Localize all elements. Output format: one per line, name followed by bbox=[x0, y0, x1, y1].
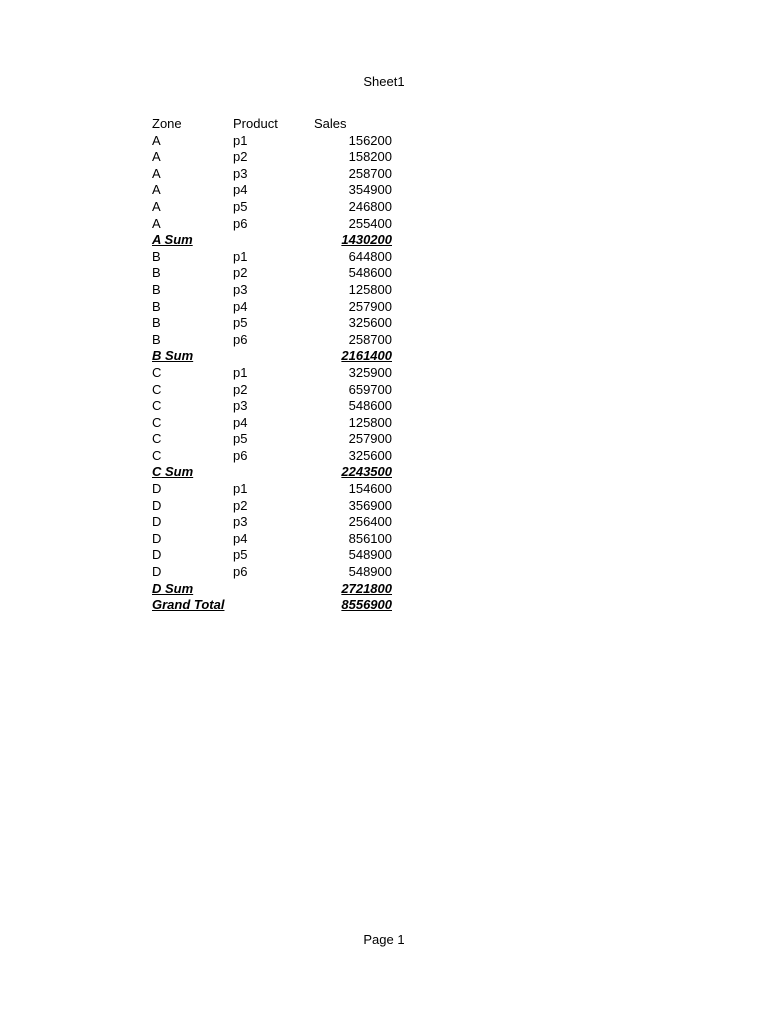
zone-cell: B bbox=[152, 281, 161, 297]
sales-cell: 548600 bbox=[348, 265, 392, 281]
table-body bbox=[152, 133, 392, 614]
zone-cell: A bbox=[152, 215, 161, 231]
product-cell: p1 bbox=[233, 364, 248, 380]
subtotal-row bbox=[152, 348, 392, 365]
sales-cell: 154600 bbox=[348, 481, 392, 497]
zone-cell: C bbox=[152, 398, 162, 414]
sales-cell: 257900 bbox=[348, 431, 392, 447]
table-row bbox=[152, 448, 392, 465]
product-cell bbox=[233, 581, 314, 598]
product-cell: p4 bbox=[233, 414, 248, 430]
zone-cell: D bbox=[152, 530, 162, 546]
sales-cell: 156200 bbox=[348, 132, 392, 148]
product-cell: p2 bbox=[233, 265, 248, 281]
zone-cell: D bbox=[152, 564, 162, 580]
column-header-sales: Sales bbox=[314, 116, 347, 131]
table-row bbox=[152, 199, 392, 216]
product-cell bbox=[233, 348, 314, 365]
product-cell: p3 bbox=[233, 398, 248, 414]
page-number: Page 1 bbox=[363, 932, 405, 947]
sales-cell: 246800 bbox=[348, 198, 392, 214]
zone-cell: A bbox=[152, 198, 161, 214]
product-cell: p5 bbox=[233, 198, 248, 214]
table-row bbox=[152, 166, 392, 183]
product-cell: p3 bbox=[233, 514, 248, 530]
table-row bbox=[152, 249, 392, 266]
sales-cell: 325900 bbox=[348, 364, 392, 380]
zone-cell: D bbox=[152, 481, 162, 497]
zone-cell: Grand Total bbox=[152, 597, 225, 613]
table-row bbox=[152, 315, 392, 332]
sales-cell: 644800 bbox=[348, 248, 392, 264]
table-row bbox=[152, 265, 392, 282]
table-row bbox=[152, 216, 392, 233]
zone-cell: D bbox=[152, 547, 162, 563]
zone-cell: B bbox=[152, 248, 161, 264]
product-cell: p6 bbox=[233, 447, 248, 463]
sales-cell: 2243500 bbox=[341, 464, 392, 480]
zone-cell: B bbox=[152, 265, 161, 281]
sales-cell: 258700 bbox=[348, 331, 392, 347]
product-cell: p2 bbox=[233, 381, 248, 397]
sales-cell: 548600 bbox=[348, 398, 392, 414]
product-cell: p5 bbox=[233, 315, 248, 331]
zone-cell: A bbox=[152, 182, 161, 198]
zone-cell: A bbox=[152, 132, 161, 148]
table-row bbox=[152, 564, 392, 581]
product-cell: p3 bbox=[233, 165, 248, 181]
product-cell: p6 bbox=[233, 331, 248, 347]
sales-cell: 125800 bbox=[348, 281, 392, 297]
table-row bbox=[152, 332, 392, 349]
table-row bbox=[152, 299, 392, 316]
table-row bbox=[152, 398, 392, 415]
sales-cell: 258700 bbox=[348, 165, 392, 181]
table-row bbox=[152, 149, 392, 166]
zone-cell: B bbox=[152, 315, 161, 331]
table-row bbox=[152, 365, 392, 382]
column-header-product: Product bbox=[233, 116, 278, 131]
product-cell: p1 bbox=[233, 481, 248, 497]
product-cell: p1 bbox=[233, 248, 248, 264]
zone-cell: B bbox=[152, 298, 161, 314]
table-row bbox=[152, 431, 392, 448]
sales-cell: 659700 bbox=[348, 381, 392, 397]
sales-cell: 8556900 bbox=[341, 597, 392, 613]
sales-cell: 125800 bbox=[348, 414, 392, 430]
zone-cell: D Sum bbox=[152, 580, 194, 596]
product-cell: p6 bbox=[233, 215, 248, 231]
table-row bbox=[152, 382, 392, 399]
zone-cell: D bbox=[152, 514, 162, 530]
table-row bbox=[152, 498, 392, 515]
zone-cell: C bbox=[152, 447, 162, 463]
subtotal-row bbox=[152, 232, 392, 249]
product-cell: p2 bbox=[233, 497, 248, 513]
sales-cell: 2161400 bbox=[341, 348, 392, 364]
sales-cell: 325600 bbox=[348, 315, 392, 331]
sales-cell: 255400 bbox=[348, 215, 392, 231]
sales-cell: 256400 bbox=[348, 514, 392, 530]
product-cell: p3 bbox=[233, 281, 248, 297]
sales-cell: 325600 bbox=[348, 447, 392, 463]
table-header-row bbox=[152, 116, 392, 133]
sales-cell: 354900 bbox=[348, 182, 392, 198]
zone-cell: C bbox=[152, 364, 162, 380]
product-cell: p2 bbox=[233, 149, 248, 165]
product-cell: p4 bbox=[233, 530, 248, 546]
zone-cell: C bbox=[152, 431, 162, 447]
product-cell: p1 bbox=[233, 132, 248, 148]
grand-total-row bbox=[152, 597, 392, 614]
sales-cell: 356900 bbox=[348, 497, 392, 513]
table-row bbox=[152, 415, 392, 432]
product-cell: p5 bbox=[233, 547, 248, 563]
zone-cell: A Sum bbox=[152, 232, 193, 248]
zone-cell: A bbox=[152, 165, 161, 181]
table-row bbox=[152, 282, 392, 299]
zone-cell: B Sum bbox=[152, 348, 194, 364]
zone-cell: C bbox=[152, 414, 162, 430]
sheet-title: Sheet1 bbox=[363, 74, 405, 89]
product-cell: p4 bbox=[233, 298, 248, 314]
zone-cell: B bbox=[152, 331, 161, 347]
zone-cell: C Sum bbox=[152, 464, 194, 480]
product-cell bbox=[233, 232, 314, 249]
sales-cell: 1430200 bbox=[341, 232, 392, 248]
zone-cell: D bbox=[152, 497, 162, 513]
table-row bbox=[152, 133, 392, 150]
sales-cell: 2721800 bbox=[341, 580, 392, 596]
table-row bbox=[152, 182, 392, 199]
sales-cell: 158200 bbox=[348, 149, 392, 165]
product-cell bbox=[233, 597, 314, 614]
sales-cell: 856100 bbox=[348, 530, 392, 546]
sales-cell: 257900 bbox=[348, 298, 392, 314]
zone-cell: A bbox=[152, 149, 161, 165]
sales-cell: 548900 bbox=[348, 547, 392, 563]
column-header-zone: Zone bbox=[152, 116, 182, 131]
table-row bbox=[152, 481, 392, 498]
subtotal-row bbox=[152, 581, 392, 598]
product-cell: p6 bbox=[233, 564, 248, 580]
subtotal-row bbox=[152, 464, 392, 481]
product-cell: p5 bbox=[233, 431, 248, 447]
table-row bbox=[152, 547, 392, 564]
product-cell bbox=[233, 464, 314, 481]
zone-cell: C bbox=[152, 381, 162, 397]
table-row bbox=[152, 514, 392, 531]
sales-cell: 548900 bbox=[348, 564, 392, 580]
table-row bbox=[152, 531, 392, 548]
sales-table bbox=[152, 116, 392, 614]
product-cell: p4 bbox=[233, 182, 248, 198]
